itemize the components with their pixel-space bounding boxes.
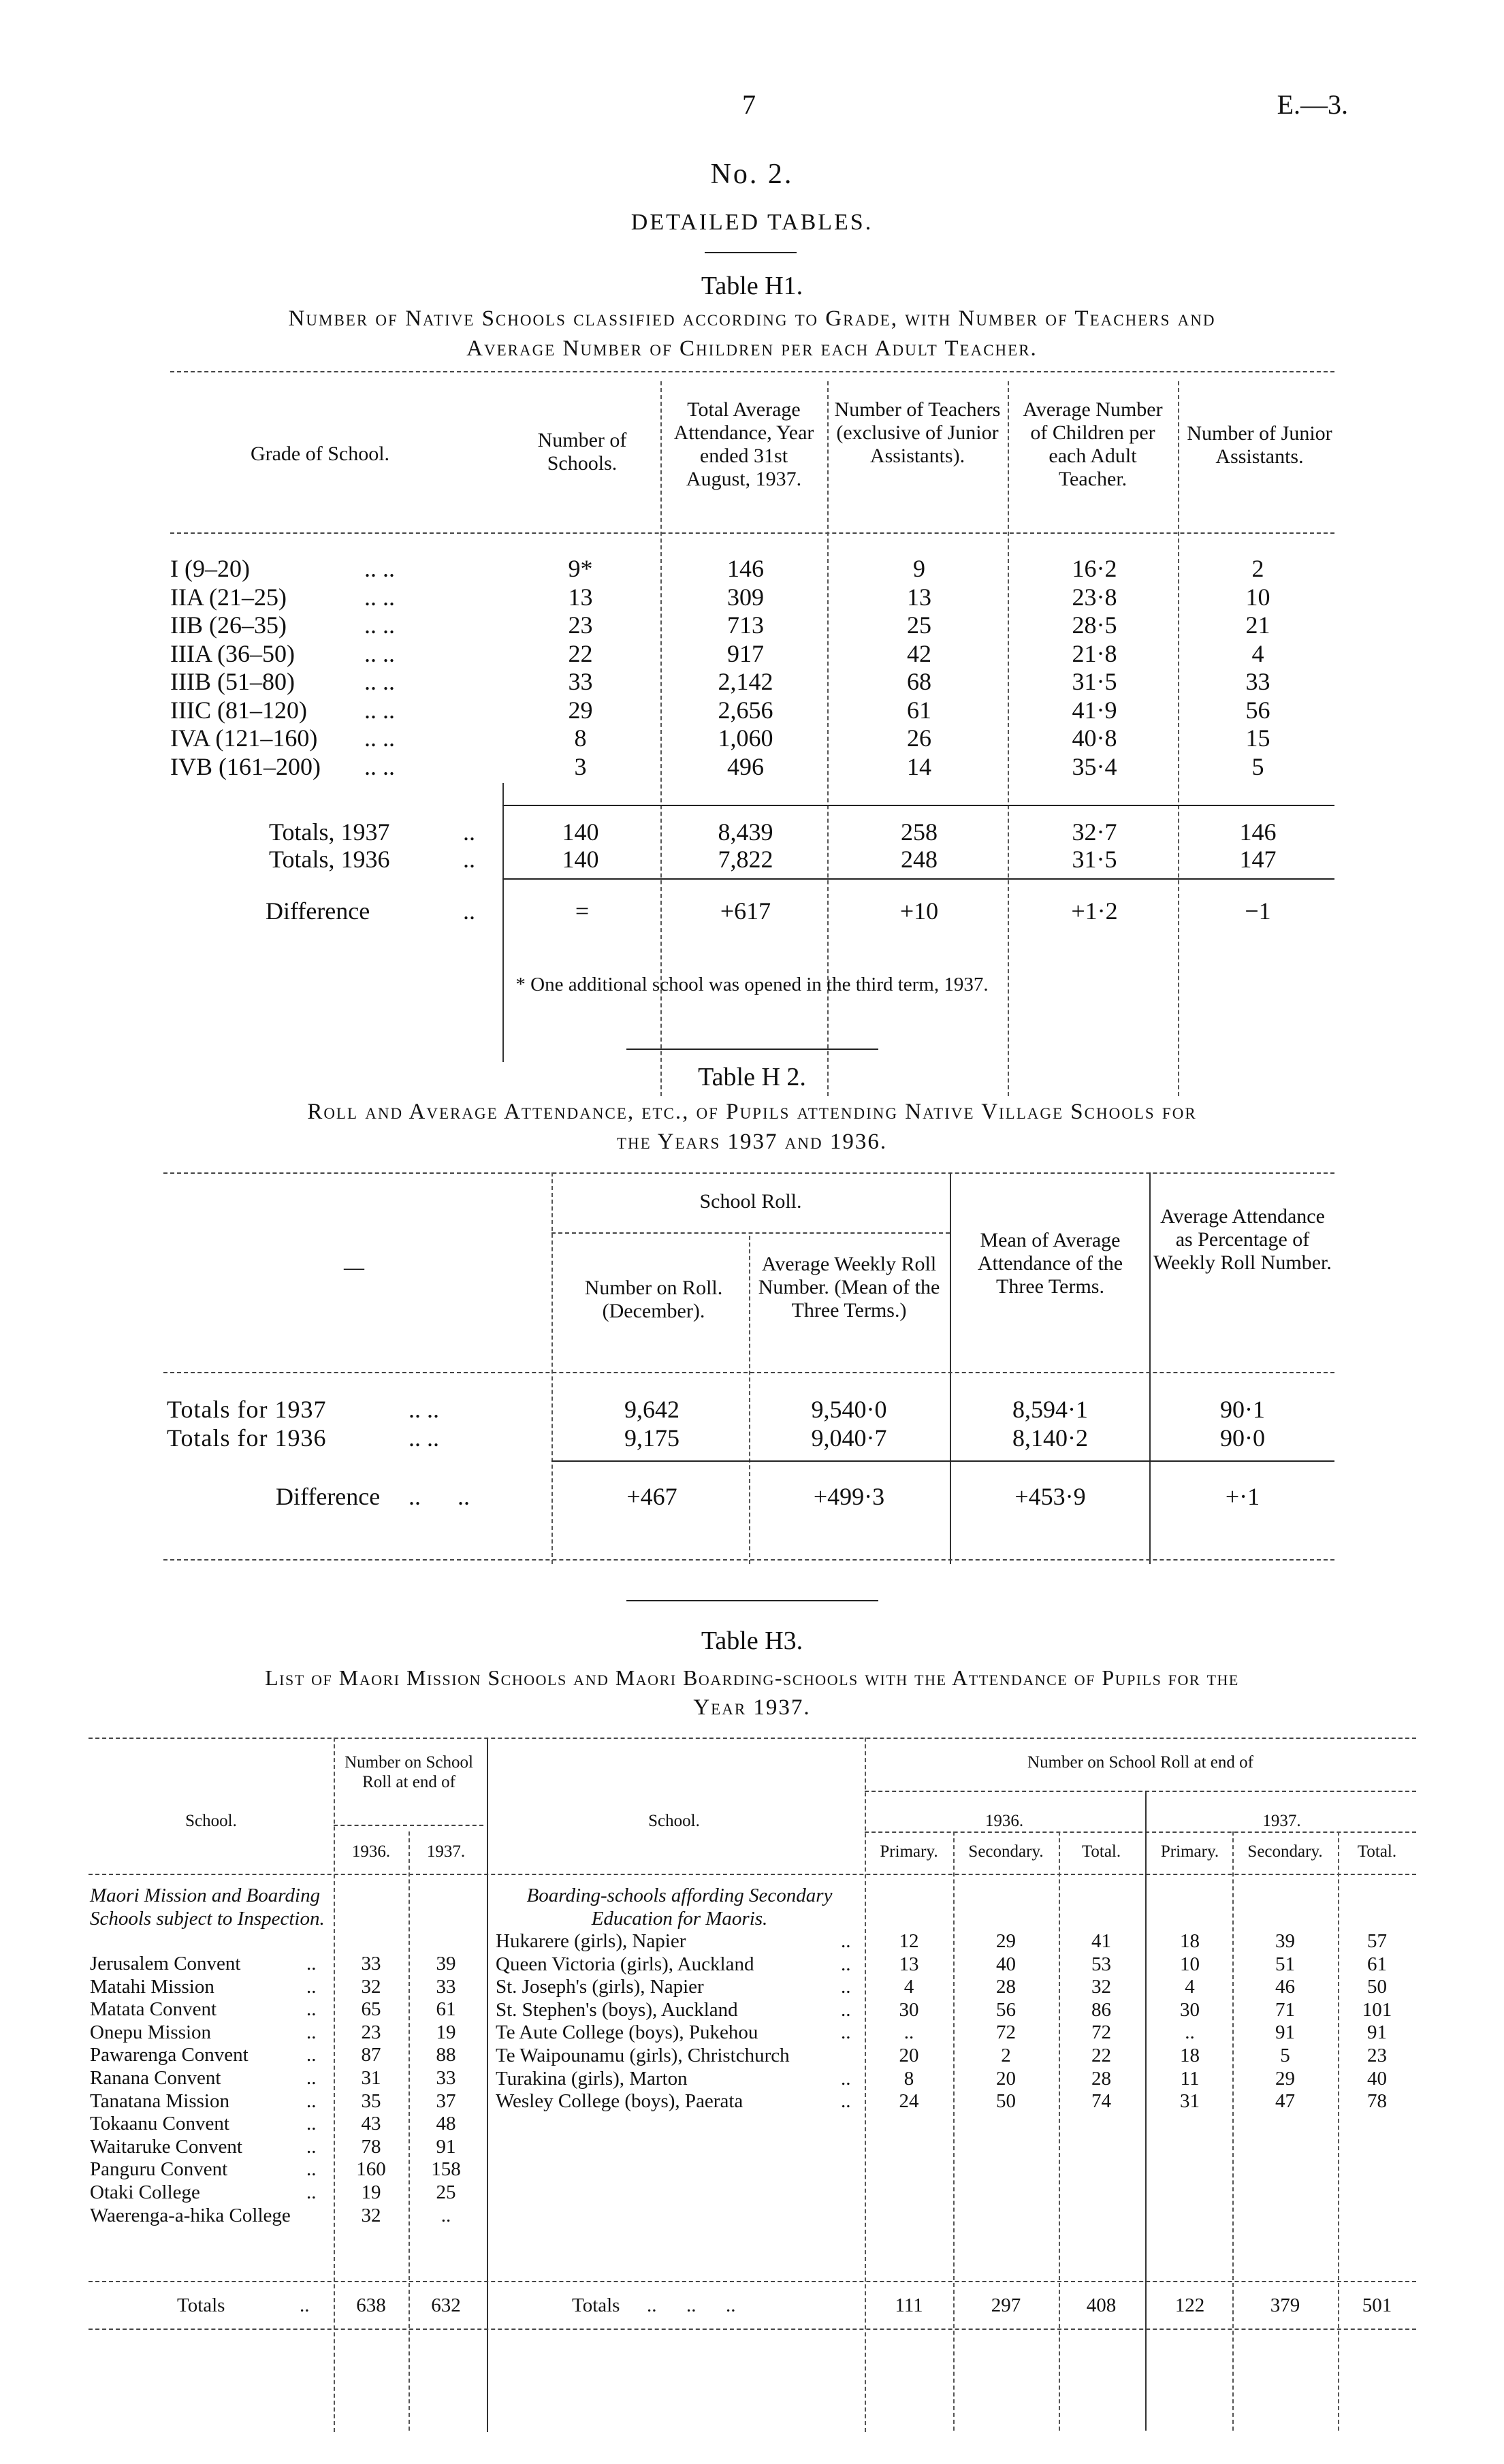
primary-1937-cell: 18	[1180, 1930, 1200, 1952]
roll-1936-cell: 87	[361, 2044, 381, 2066]
left-header-school: School.	[185, 1812, 237, 1830]
teachers-cell: 13	[907, 583, 931, 611]
roll-1937-cell: 33	[436, 2067, 456, 2089]
roll-1936-cell: 33	[361, 1953, 381, 1974]
junior-cell: 2	[1251, 555, 1264, 582]
roll-1936-cell: 65	[361, 1998, 381, 2020]
secondary-1937-cell: 46	[1275, 1976, 1295, 1998]
secondary-1937-cell: 47	[1275, 2090, 1295, 2112]
header-primary-1936: Primary.	[880, 1842, 938, 1861]
mean-cell: 8,594·1	[1012, 1396, 1088, 1423]
group-rule	[334, 1825, 483, 1826]
average-cell: 23·8	[1072, 583, 1117, 611]
schools-cell: 23	[568, 611, 593, 639]
divider	[626, 1600, 878, 1601]
header-total-1937: Total.	[1357, 1842, 1397, 1861]
leader-dots: .. ..	[364, 640, 395, 667]
totals-rule	[502, 805, 1334, 806]
column-rule	[1059, 1831, 1060, 2431]
roll-1937-cell: 158	[431, 2158, 461, 2180]
difference-teachers: +10	[899, 897, 939, 925]
header-attendance: Total Average Attendance, Year ended 31st August, 1937.	[673, 398, 814, 490]
roll-1937-cell: ..	[441, 2205, 451, 2226]
totals-teachers: 258	[901, 818, 938, 846]
totals-label: Totals, 1936	[269, 846, 390, 873]
schools-cell: 9*	[568, 555, 593, 582]
difference-schools: =	[575, 897, 590, 925]
column-rule	[1338, 1831, 1339, 2431]
table-h3-caption: List of Maori Mission Schools and Maori Boarding-schools with the Attendance of Pupils for the	[265, 1665, 1239, 1690]
roll-cell: 9,642	[624, 1396, 679, 1423]
primary-1936-cell: 24	[899, 2090, 919, 2112]
leader-dots: .. ..	[364, 583, 395, 611]
table-h3-caption-line2: Year 1937.	[693, 1695, 811, 1720]
leader-dots: ..	[463, 818, 475, 846]
primary-1936-cell: 4	[903, 1976, 914, 1998]
roll-1937-cell: 19	[436, 2021, 456, 2043]
secondary-1937-cell: 71	[1275, 1999, 1295, 2021]
schools-cell: 13	[568, 583, 593, 611]
mission-school-name: Otaki College	[90, 2181, 200, 2203]
right-group-label: Boarding-schools affording Secondary Education for Maoris.	[526, 1885, 833, 1930]
total-1937-cell: 50	[1367, 1976, 1387, 1998]
leader-dots: ..	[306, 1953, 317, 1974]
secondary-1937-cell: 5	[1280, 2045, 1290, 2066]
average-cell: 31·5	[1072, 668, 1117, 695]
leader-dots: .. ..	[364, 668, 395, 695]
total-1936-cell: 72	[1091, 2021, 1111, 2043]
right-total-primary-1936: 111	[895, 2294, 923, 2316]
right-header-1936: 1936.	[985, 1812, 1024, 1830]
grade-cell: IIIA (36–50)	[170, 640, 295, 667]
mission-school-name: Waerenga-a-hika College	[90, 2205, 291, 2226]
secondary-1936-cell: 2	[1001, 2045, 1011, 2066]
leader-dots: .. ..	[364, 697, 395, 724]
header-number-on-roll: Number on Roll. (December).	[584, 1277, 723, 1322]
header-teachers: Number of Teachers (exclusive of Junior Assistants).	[834, 398, 1001, 467]
secondary-1936-cell: 40	[996, 1953, 1016, 1975]
leader-dots: ..	[306, 2044, 317, 2066]
roll-1937-cell: 48	[436, 2113, 456, 2134]
header-grade: Grade of School.	[250, 443, 390, 465]
header-junior-assistants: Number of Junior Assistants.	[1187, 422, 1332, 468]
difference-average: +1·2	[1071, 897, 1118, 925]
right-header-school: School.	[648, 1812, 700, 1830]
leader-dots: ..	[841, 2021, 851, 2043]
table-h1-caption: Number of Native Schools classified according to Grade, with Number of Teachers and	[288, 306, 1216, 331]
boarding-school-name: St. Stephen's (boys), Auckland	[496, 1999, 738, 2021]
primary-1936-cell: 12	[899, 1930, 919, 1952]
secondary-1936-cell: 28	[996, 1976, 1016, 1998]
table-top-rule	[163, 1172, 1334, 1174]
totals-average: 31·5	[1072, 846, 1117, 873]
roll-1936-cell: 160	[356, 2158, 386, 2180]
header-rule	[89, 1874, 1416, 1875]
roll-cell: 9,175	[624, 1424, 679, 1452]
totals-attendance: 7,822	[718, 846, 773, 873]
mission-school-name: Ranana Convent	[90, 2067, 221, 2089]
row-label: Totals for 1936	[167, 1424, 327, 1452]
secondary-1936-cell: 72	[996, 2021, 1016, 2043]
mission-school-name: Matahi Mission	[90, 1976, 214, 1998]
section-title: DETAILED TABLES.	[630, 210, 874, 235]
right-header-roll: Number on School Roll at end of	[1027, 1753, 1253, 1772]
roll-1936-cell: 35	[361, 2090, 381, 2112]
boarding-school-name: St. Joseph's (girls), Napier	[496, 1976, 704, 1998]
column-rule	[551, 1172, 553, 1564]
header-secondary-1936: Secondary.	[968, 1842, 1044, 1861]
leader-dots: .. ..	[409, 1424, 439, 1452]
table-h2-caption-line2: the Years 1937 and 1936.	[616, 1130, 888, 1154]
leader-dots: .. ..	[364, 724, 395, 752]
mission-school-name: Onepu Mission	[90, 2021, 212, 2043]
leader-dots: ..	[306, 2090, 317, 2112]
roll-1936-cell: 32	[361, 2205, 381, 2226]
grade-cell: I (9–20)	[170, 555, 250, 582]
roll-1936-cell: 32	[361, 1976, 381, 1998]
mission-school-name: Matata Convent	[90, 1998, 217, 2020]
page-number: 7	[742, 89, 756, 120]
boarding-school-name: Wesley College (boys), Paerata	[496, 2090, 743, 2112]
secondary-1936-cell: 50	[996, 2090, 1016, 2112]
average-cell: 21·8	[1072, 640, 1117, 667]
column-rule	[950, 1172, 951, 1564]
header-schools: Number of Schools.	[537, 429, 627, 475]
header-rule	[163, 1372, 1334, 1373]
roll-1936-cell: 19	[361, 2181, 381, 2203]
totals-schools: 140	[562, 818, 599, 846]
section-number: No. 2.	[710, 159, 794, 190]
teachers-cell: 42	[907, 640, 931, 667]
totals-rule	[89, 2281, 1416, 2282]
header-average-children: Average Number of Children per each Adult Teacher.	[1023, 398, 1163, 490]
secondary-1936-cell: 20	[996, 2068, 1016, 2090]
total-1937-cell: 61	[1367, 1953, 1387, 1975]
table-h2-caption: Roll and Average Attendance, etc., of Pupils attending Native Village Schools for	[307, 1100, 1197, 1124]
grade-cell: IIB (26–35)	[170, 611, 287, 639]
right-total-1937: 501	[1362, 2294, 1392, 2316]
teachers-cell: 25	[907, 611, 931, 639]
average-cell: 28·5	[1072, 611, 1117, 639]
leader-dots: .. ..	[409, 1483, 470, 1510]
grade-cell: IIA (21–25)	[170, 583, 287, 611]
teachers-cell: 61	[907, 697, 931, 724]
percentage-cell: 90·0	[1220, 1424, 1265, 1452]
left-total-1936: 638	[356, 2294, 386, 2316]
boarding-school-name: Hukarere (girls), Napier	[496, 1930, 686, 1952]
leader-dots: ..	[306, 2181, 317, 2203]
boarding-school-name: Queen Victoria (girls), Auckland	[496, 1953, 754, 1975]
header-secondary-1937: Secondary.	[1247, 1842, 1323, 1861]
roll-1937-cell: 33	[436, 1976, 456, 1998]
teachers-cell: 26	[907, 724, 931, 752]
primary-1936-cell: 13	[899, 1953, 919, 1975]
left-header-roll: Number on School Roll at end of	[345, 1753, 473, 1791]
totals-attendance: 8,439	[718, 818, 773, 846]
mission-school-name: Tokaanu Convent	[90, 2113, 229, 2134]
table-bottom-rule	[163, 1559, 1334, 1561]
schools-cell: 33	[568, 668, 593, 695]
difference-attendance: +617	[720, 897, 771, 925]
leader-dots: ..	[306, 2158, 317, 2180]
primary-1937-cell: 4	[1185, 1976, 1195, 1998]
divider	[705, 252, 797, 253]
teachers-cell: 14	[907, 753, 931, 780]
attendance-cell: 917	[727, 640, 764, 667]
boarding-school-name: Te Aute College (boys), Pukehou	[496, 2021, 758, 2043]
attendance-cell: 309	[727, 583, 764, 611]
left-header-1937: 1937.	[426, 1842, 466, 1861]
right-totals-label: Totals	[572, 2294, 620, 2316]
secondary-1936-cell: 29	[996, 1930, 1016, 1952]
difference-weekly: +499·3	[813, 1483, 885, 1510]
difference-percentage: +·1	[1225, 1483, 1260, 1510]
totals-teachers: 248	[901, 846, 938, 873]
total-1936-cell: 22	[1091, 2045, 1111, 2066]
total-1936-cell: 53	[1091, 1953, 1111, 1975]
leader-dots: ..	[841, 1930, 851, 1952]
average-cell: 40·8	[1072, 724, 1117, 752]
mission-school-name: Waitaruke Convent	[90, 2136, 242, 2158]
leader-dots: .. ..	[409, 1396, 439, 1423]
leader-dots: ..	[463, 846, 475, 873]
table-h1-label: Table H1.	[701, 272, 803, 300]
mission-school-name: Tanatana Mission	[90, 2090, 229, 2112]
grade-cell: IIIB (51–80)	[170, 668, 295, 695]
leader-dots: ..	[841, 1976, 851, 1998]
leader-dots: ..	[306, 2136, 317, 2158]
boarding-school-name: Te Waipounamu (girls), Christchurch	[496, 2045, 790, 2066]
grade-cell: IVA (121–160)	[170, 724, 318, 752]
average-cell: 41·9	[1072, 697, 1117, 724]
header-total-1936: Total.	[1081, 1842, 1121, 1861]
leader-dots: .. .. ..	[647, 2294, 736, 2316]
total-1936-cell: 28	[1091, 2068, 1111, 2090]
totals-schools: 140	[562, 846, 599, 873]
roll-1937-cell: 39	[436, 1953, 456, 1974]
primary-1937-cell: ..	[1185, 2021, 1195, 2043]
secondary-1936-cell: 56	[996, 1999, 1016, 2021]
schools-cell: 3	[574, 753, 587, 780]
leader-dots: ..	[841, 2090, 851, 2112]
left-header-1936: 1936.	[351, 1842, 391, 1861]
right-total-secondary-1937: 379	[1270, 2294, 1300, 2316]
table-h3-label: Table H3.	[701, 1627, 803, 1655]
header-mean-attendance: Mean of Average Attendance of the Three Terms.	[977, 1229, 1123, 1298]
group-rule	[865, 1831, 1416, 1833]
difference-roll: +467	[626, 1483, 677, 1510]
difference-junior: −1	[1245, 897, 1271, 925]
junior-cell: 15	[1245, 724, 1270, 752]
leader-dots: ..	[841, 2068, 851, 2090]
left-group-label: Maori Mission and Boarding Schools subject to Inspection.	[90, 1885, 325, 1930]
left-totals-label: Totals	[177, 2294, 225, 2316]
difference-mean: +453·9	[1014, 1483, 1086, 1510]
attendance-cell: 713	[727, 611, 764, 639]
right-total-1936: 408	[1086, 2294, 1117, 2316]
document-reference: E.—3.	[1277, 89, 1348, 120]
table-h2-label: Table H 2.	[698, 1063, 806, 1091]
grade-cell: IVB (161–200)	[170, 753, 321, 780]
left-total-1937: 632	[431, 2294, 461, 2316]
primary-1937-cell: 30	[1180, 1999, 1200, 2021]
leader-dots: .. ..	[364, 611, 395, 639]
header-blank-dash: —	[344, 1256, 364, 1279]
totals-junior: 146	[1239, 818, 1277, 846]
primary-1937-cell: 31	[1180, 2090, 1200, 2112]
mean-cell: 8,140·2	[1012, 1424, 1088, 1452]
total-1937-cell: 101	[1362, 1999, 1392, 2021]
junior-cell: 21	[1245, 611, 1270, 639]
roll-1937-cell: 88	[436, 2044, 456, 2066]
total-1936-cell: 41	[1091, 1930, 1111, 1952]
column-rule	[1232, 1831, 1234, 2431]
leader-dots: ..	[306, 2067, 317, 2089]
average-cell: 35·4	[1072, 753, 1117, 780]
average-cell: 16·2	[1072, 555, 1117, 582]
secondary-1937-cell: 51	[1275, 1953, 1295, 1975]
roll-1937-cell: 61	[436, 1998, 456, 2020]
leader-dots: ..	[306, 2021, 317, 2043]
column-rule	[1145, 1791, 1147, 2431]
table-bottom-rule	[89, 2329, 1416, 2330]
weekly-cell: 9,040·7	[811, 1424, 887, 1452]
footnote: * One additional school was opened in the third term, 1937.	[515, 974, 989, 995]
total-1937-cell: 57	[1367, 1930, 1387, 1952]
attendance-cell: 2,656	[718, 697, 773, 724]
total-1937-cell: 78	[1367, 2090, 1387, 2112]
leader-dots: ..	[306, 1976, 317, 1998]
totals-label: Totals, 1937	[269, 818, 390, 846]
leader-dots: ..	[841, 1953, 851, 1975]
right-header-1937: 1937.	[1262, 1812, 1301, 1830]
secondary-1937-cell: 29	[1275, 2068, 1295, 2090]
roll-1936-cell: 31	[361, 2067, 381, 2089]
roll-1937-cell: 25	[436, 2181, 456, 2203]
attendance-cell: 2,142	[718, 668, 773, 695]
leader-dots: ..	[463, 897, 475, 925]
junior-cell: 33	[1245, 668, 1270, 695]
attendance-cell: 496	[727, 753, 764, 780]
right-total-secondary-1936: 297	[991, 2294, 1021, 2316]
roll-1936-cell: 78	[361, 2136, 381, 2158]
primary-1937-cell: 11	[1180, 2068, 1200, 2090]
right-total-primary-1937: 122	[1174, 2294, 1205, 2316]
totals-average: 32·7	[1072, 818, 1117, 846]
row-label: Totals for 1937	[167, 1396, 327, 1423]
teachers-cell: 68	[907, 668, 931, 695]
attendance-cell: 1,060	[718, 724, 773, 752]
roll-1936-cell: 23	[361, 2021, 381, 2043]
difference-label: Difference	[276, 1483, 381, 1510]
group-rule	[865, 1791, 1416, 1792]
primary-1936-cell: 20	[899, 2045, 919, 2066]
total-1936-cell: 86	[1091, 1999, 1111, 2021]
table-top-rule	[170, 371, 1334, 372]
attendance-cell: 146	[727, 555, 764, 582]
secondary-1937-cell: 91	[1275, 2021, 1295, 2043]
leader-dots: ..	[300, 2294, 310, 2316]
mission-school-name: Jerusalem Convent	[90, 1953, 241, 1974]
roll-1936-cell: 43	[361, 2113, 381, 2134]
junior-cell: 4	[1251, 640, 1264, 667]
primary-1936-cell: ..	[903, 2021, 914, 2043]
junior-cell: 10	[1245, 583, 1270, 611]
header-weekly-roll: Average Weekly Roll Number. (Mean of the Three Terms.)	[758, 1253, 940, 1322]
roll-1937-cell: 37	[436, 2090, 456, 2112]
total-1936-cell: 74	[1091, 2090, 1111, 2112]
leader-dots: .. ..	[364, 753, 395, 780]
primary-1937-cell: 18	[1180, 2045, 1200, 2066]
total-1937-cell: 40	[1367, 2068, 1387, 2090]
schools-cell: 22	[568, 640, 593, 667]
leader-dots: ..	[841, 1999, 851, 2021]
mission-school-name: Panguru Convent	[90, 2158, 228, 2180]
primary-1937-cell: 10	[1180, 1953, 1200, 1975]
total-1936-cell: 32	[1091, 1976, 1111, 1998]
header-school-roll: School Roll.	[699, 1190, 802, 1213]
leader-dots: ..	[306, 2113, 317, 2134]
primary-1936-cell: 30	[899, 1999, 919, 2021]
table-top-rule	[89, 1738, 1416, 1739]
header-percentage: Average Attendance as Percentage of Weekly Roll Number.	[1153, 1205, 1332, 1274]
difference-label: Difference	[266, 897, 370, 925]
divider	[626, 1049, 878, 1050]
table-h1-caption-line2: Average Number of Children per each Adult Teacher.	[466, 336, 1038, 361]
secondary-1937-cell: 39	[1275, 1930, 1295, 1952]
header-primary-1937: Primary.	[1160, 1842, 1219, 1861]
group-rule	[551, 1232, 950, 1234]
schools-cell: 29	[568, 697, 593, 724]
roll-1937-cell: 91	[436, 2136, 456, 2158]
total-1937-cell: 23	[1367, 2045, 1387, 2066]
mission-school-name: Pawarenga Convent	[90, 2044, 249, 2066]
junior-cell: 56	[1245, 697, 1270, 724]
primary-1936-cell: 8	[903, 2068, 914, 2090]
weekly-cell: 9,540·0	[811, 1396, 887, 1423]
teachers-cell: 9	[913, 555, 925, 582]
column-rule	[487, 1738, 488, 2432]
difference-rule	[502, 878, 1334, 880]
difference-rule	[551, 1460, 1334, 1462]
schools-cell: 8	[574, 724, 587, 752]
totals-junior: 147	[1239, 846, 1277, 873]
junior-cell: 5	[1251, 753, 1264, 780]
column-rule	[953, 1831, 955, 2431]
header-rule	[170, 532, 1334, 534]
leader-dots: .. ..	[364, 555, 395, 582]
leader-dots: ..	[306, 1998, 317, 2020]
total-1937-cell: 91	[1367, 2021, 1387, 2043]
boarding-school-name: Turakina (girls), Marton	[496, 2068, 688, 2090]
grade-cell: IIIC (81–120)	[170, 697, 307, 724]
percentage-cell: 90·1	[1220, 1396, 1265, 1423]
